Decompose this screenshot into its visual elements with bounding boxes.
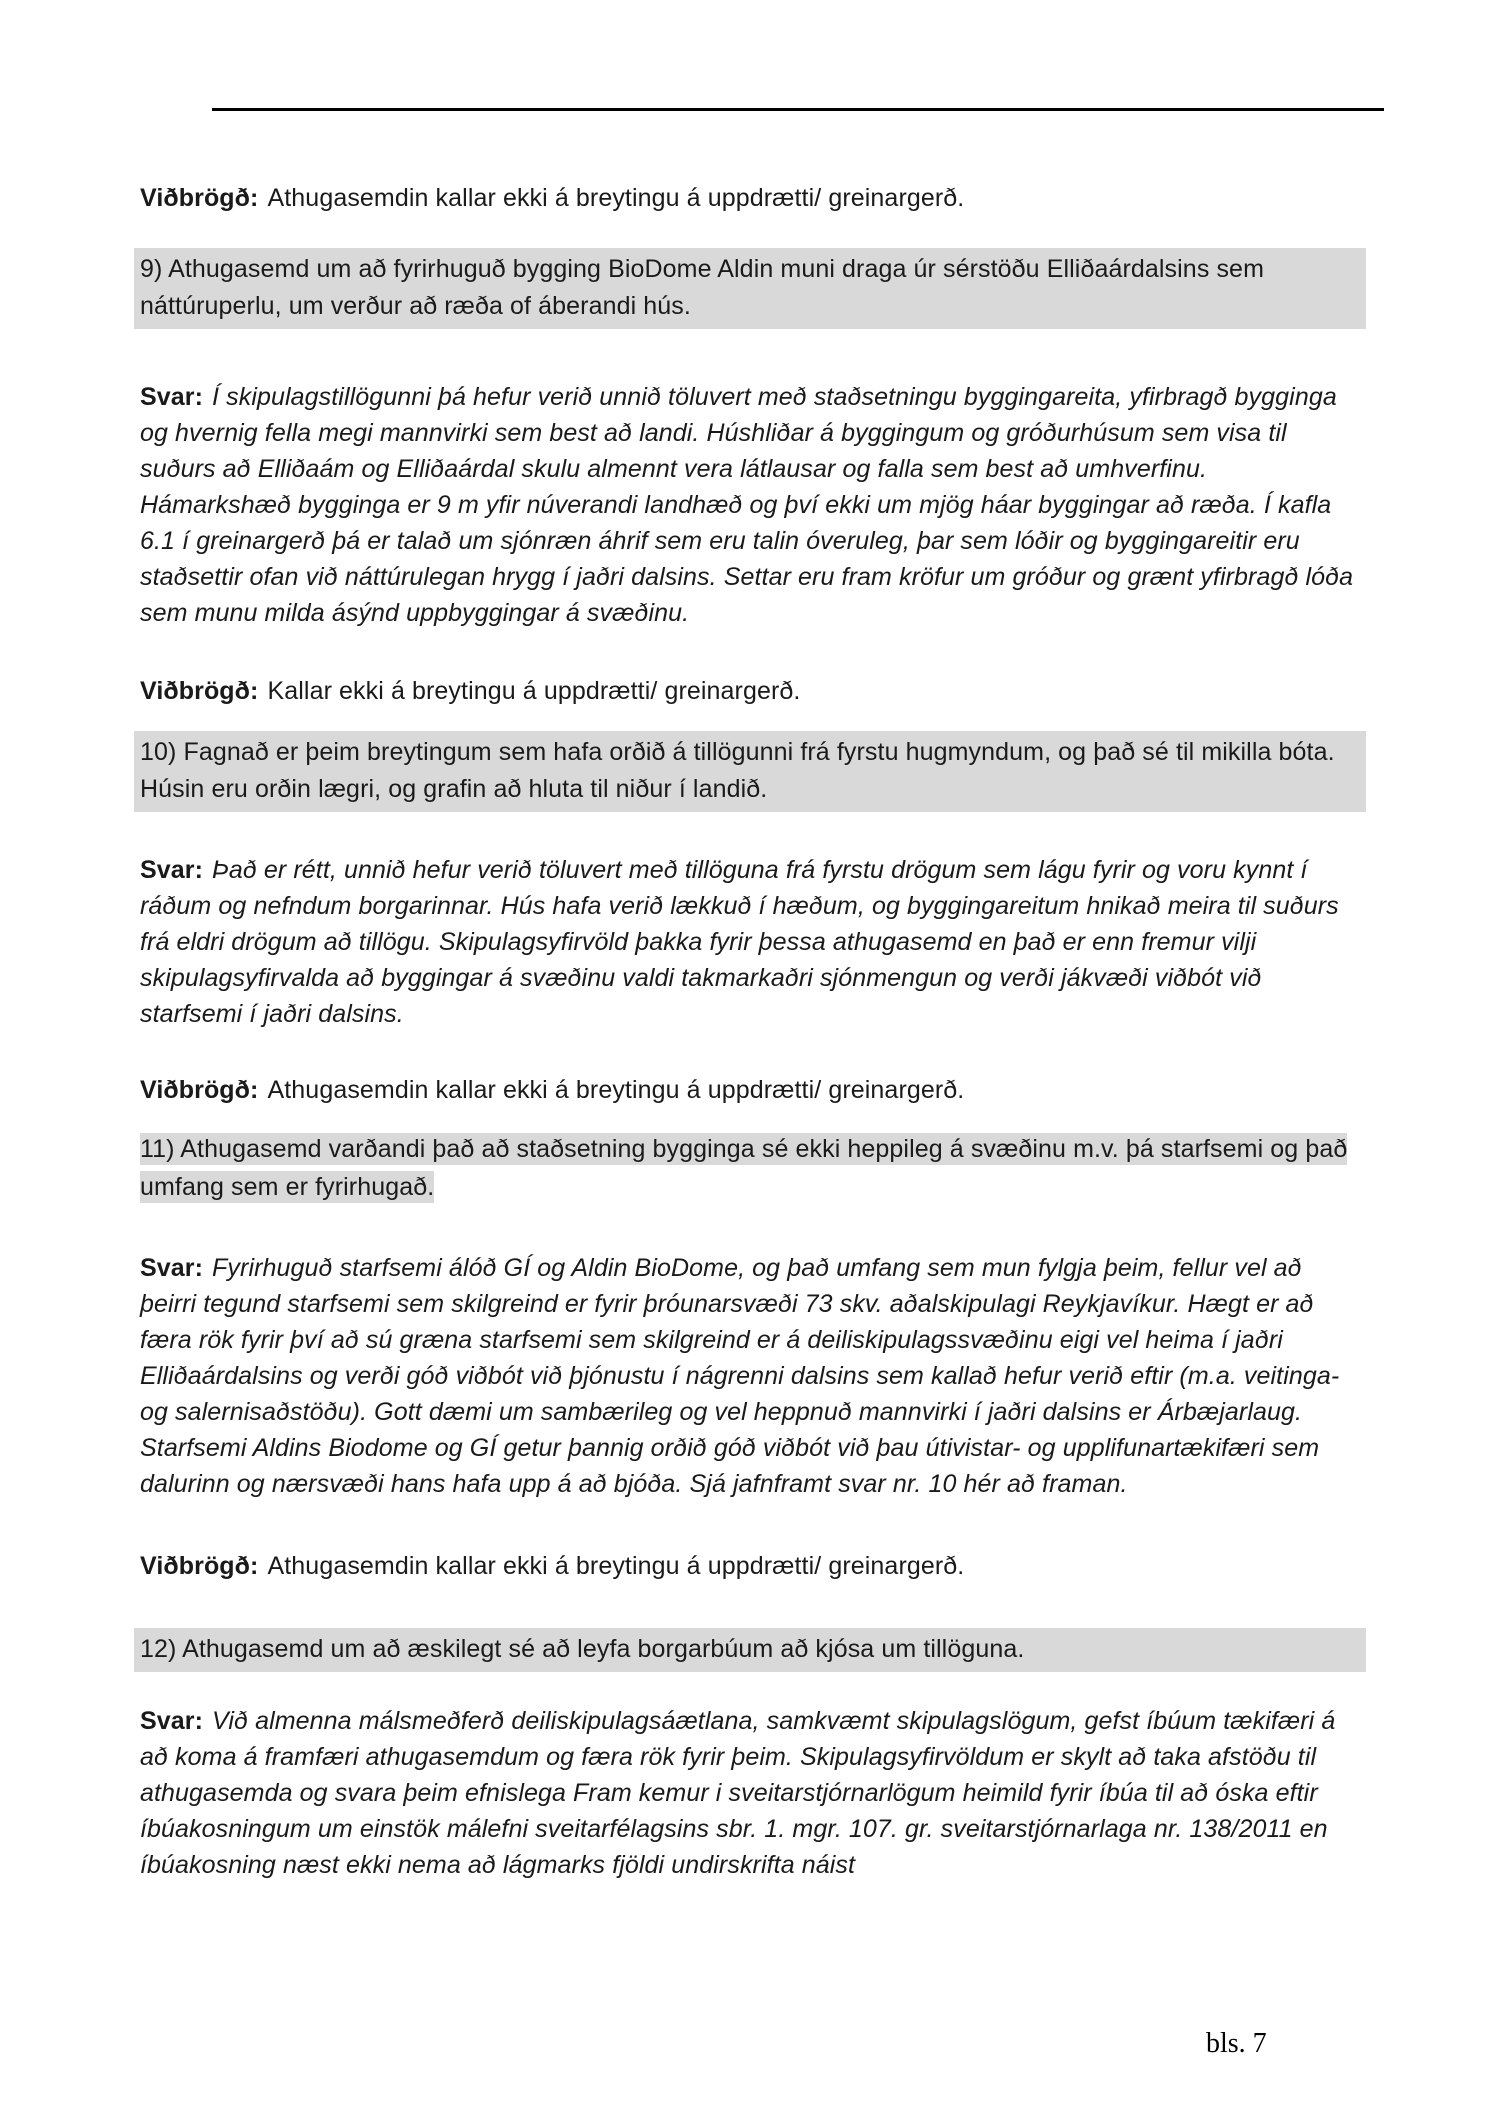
response-text: Kallar ekki á breytingu á uppdrætti/ greinargerð. <box>267 677 801 705</box>
answer-text: Það er rétt, unnið hefur verið töluvert með tillöguna frá fyrstu drögum sem lágu fyrir og voru kynnt í ráðum og nefndum borgarinnar. Hús hafa verið lækkuð í hæðum, og byggingareitum hnikað meira til suðurs frá eldri drögum að tillögu. Skipulagsyfirvöld þakka fyrir þessa athugasemd en það er enn fremur vilji skipulagsyfirvalda að byggingar á svæðinu valdi takmarkaðri sjónmengun og verði jákvæði viðbót við starfsemi í jaðri dalsins. <box>140 856 1339 1028</box>
comment-text: 9) Athugasemd um að fyrirhuguð bygging BioDome Aldin muni draga úr sérstöðu Elliðaárdalsins sem náttúruperlu, um verður að ræða of áberandi hús. <box>140 255 1264 320</box>
comment-9-block <box>134 248 1366 329</box>
response-paragraph-3 <box>140 1072 1362 1108</box>
page-number: bls. 7 <box>1206 2028 1267 2059</box>
answer-9-paragraph <box>140 379 1362 631</box>
response-label: Viðbrögð: <box>140 1076 259 1104</box>
comment-text: 10) Fagnað er þeim breytingum sem hafa orðið á tillögunni frá fyrstu hugmyndum, og það sé til mikilla bóta. Húsin eru orðin lægri, og grafin að hluta til niður í landið. <box>140 738 1335 803</box>
answer-text: Í skipulagstillögunni þá hefur verið unnið töluvert með staðsetningu byggingareita, yfirbragð bygginga og hvernig fella megi mannvirki sem best að landi. Húshliðar á byggingum og gróðurhúsum sem visa til suðurs að Elliðaám og Elliðaárdal skulu almennt vera látlausar og falla sem best að umhverfinu. Hámarkshæð bygginga er 9 m yfir núverandi landhæð og því ekki um mjög háar byggingar að ræða. Í kafla 6.1 í greinargerð þá er talað um sjónræn áhrif sem eru talin óveruleg, þar sem lóðir og byggingareitir eru staðsettir ofan við náttúrulegan hrygg í jaðri dalsins. Settar eru fram kröfur um gróður og grænt yfirbragð lóða sem munu milda ásýnd uppbyggingar á svæðinu. <box>140 383 1354 627</box>
response-paragraph-4 <box>140 1548 1362 1584</box>
answer-10-paragraph <box>140 852 1362 1032</box>
response-text: Athugasemdin kallar ekki á breytingu á uppdrætti/ greinargerð. <box>267 1552 965 1580</box>
comment-text: 12) Athugasemd um að æskilegt sé að leyfa borgarbúum að kjósa um tillöguna. <box>140 1635 1025 1663</box>
answer-11-paragraph <box>140 1250 1362 1502</box>
response-label: Viðbrögð: <box>140 184 259 212</box>
response-text: Athugasemdin kallar ekki á breytingu á uppdrætti/ greinargerð. <box>267 184 965 212</box>
answer-text: Fyrirhuguð starfsemi álóð GÍ og Aldin BioDome, og það umfang sem mun fylgja þeim, fellur vel að þeirri tegund starfsemi sem skilgreind er fyrir þróunarsvæði 73 skv. aðalskipulagi Reykjavíkur. Hægt er að færa rök fyrir því að sú græna starfsemi sem skilgreind er á deiliskipulagssvæðinu eigi vel heima í jaðri Elliðaárdalsins og verði góð viðbót við þjónustu í nágrenni dalsins sem kallað hefur verið eftir (m.a. veitinga- og salernisaðstöðu). Gott dæmi um sambærileg og vel heppnuð mannvirki í jaðri dalsins er Árbæjarlaug. Starfsemi Aldins Biodome og GÍ getur þannig orðið góð viðbót við þau útivistar- og upplifunartækifæri sem dalurinn og nærsvæði hans hafa upp á að bjóða. Sjá jafnframt svar nr. 10 hér að framan. <box>140 1254 1340 1498</box>
response-paragraph-1 <box>140 180 1362 216</box>
comment-12-block <box>134 1628 1366 1672</box>
answer-text: Við almenna málsmeðferð deiliskipulagsáætlana, samkvæmt skipulagslögum, gefst íbúum tækifæri á að koma á framfæri athugasemdum og færa rök fyrir þeim. Skipulagsyfirvöldum er skylt að taka afstöðu til athugasemda og svara þeim efnislega Fram kemur i sveitarstjórnarlögum heimild fyrir íbúa til að óska eftir íbúakosningum um einstök málefni sveitarfélagsins sbr. 1. mgr. 107. gr. sveitarstjórnarlaga nr. 138/2011 en íbúakosning næst ekki nema að lágmarks fjöldi undirskrifta náist <box>140 1707 1336 1879</box>
text-column <box>140 0 1362 1883</box>
response-label: Viðbrögð: <box>140 677 259 705</box>
comment-11-block <box>140 1130 1362 1206</box>
response-paragraph-2 <box>140 673 1362 709</box>
answer-label: Svar: <box>140 383 204 411</box>
response-label: Viðbrögð: <box>140 1552 259 1580</box>
comment-text: 11) Athugasemd varðandi það að staðsetning bygginga sé ekki heppileg á svæðinu m.v. þá starfsemi og það umfang sem er fyrirhugað. <box>140 1135 1348 1201</box>
answer-label: Svar: <box>140 1707 204 1735</box>
response-text: Athugasemdin kallar ekki á breytingu á uppdrætti/ greinargerð. <box>267 1076 965 1104</box>
answer-label: Svar: <box>140 1254 204 1282</box>
comment-10-block <box>134 731 1366 812</box>
answer-12-paragraph <box>140 1703 1362 1883</box>
answer-label: Svar: <box>140 856 204 884</box>
